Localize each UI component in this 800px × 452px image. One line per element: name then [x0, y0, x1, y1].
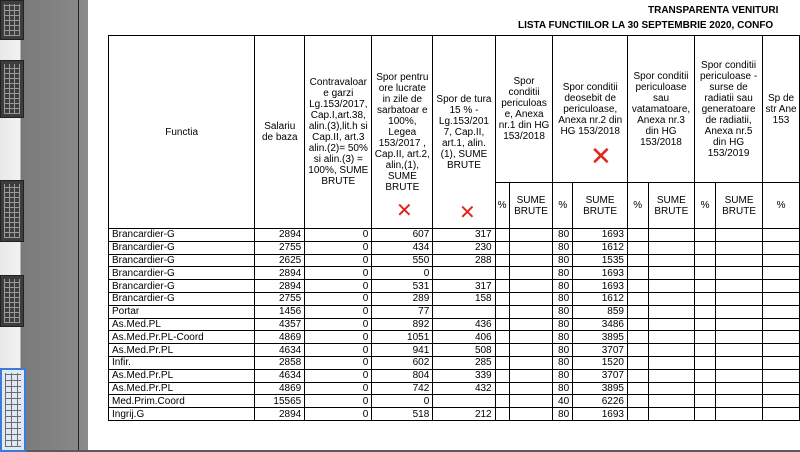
table-cell [763, 369, 800, 382]
table-cell [627, 408, 648, 421]
table-cell: Brancardier-G [109, 241, 255, 254]
table-cell: 80 [553, 267, 573, 280]
table-row [109, 356, 800, 369]
sidebar-divider[interactable] [78, 0, 79, 450]
red-x-mark: ✕ [590, 142, 612, 172]
table-cell: Portar [109, 305, 255, 318]
table-cell: 80 [553, 318, 573, 331]
document-subtitle: LISTA FUNCTIILOR LA 30 SEPTEMBRIE 2020, CONFO [518, 20, 774, 31]
table-cell: 0 [305, 241, 372, 254]
table-cell: 80 [553, 280, 573, 293]
table-cell [763, 318, 800, 331]
table-cell [695, 395, 716, 408]
table-cell [509, 280, 553, 293]
table-row [109, 395, 800, 408]
table-cell [648, 356, 695, 369]
table-cell [716, 267, 763, 280]
table-cell: 230 [433, 241, 495, 254]
table-cell: 80 [553, 344, 573, 357]
table-row [109, 241, 800, 254]
col-header-spor-ore: Spor pentru ore lucrate in zile de sarbatoar e 100%, Legea 153/2017 , Cap.II, art.2, alin,(1), SUME BRUTE [372, 36, 433, 229]
table-cell: 317 [433, 229, 495, 242]
table-cell [648, 344, 695, 357]
table-cell [763, 344, 800, 357]
sub-header-pct: % [553, 183, 573, 229]
table-cell [627, 254, 648, 267]
table-cell: Brancardier-G [109, 280, 255, 293]
table-cell: 892 [372, 318, 433, 331]
sub-header-sume: SUME BRUTE [509, 183, 553, 229]
table-cell: 4634 [255, 369, 305, 382]
table-cell [648, 395, 695, 408]
table-cell: As.Med.Pr.PL [109, 344, 255, 357]
table-cell [695, 331, 716, 344]
table-cell: 941 [372, 344, 433, 357]
table-cell: 0 [305, 292, 372, 305]
table-cell [627, 382, 648, 395]
table-cell [695, 305, 716, 318]
table-cell: 0 [305, 267, 372, 280]
table-cell: 2894 [255, 408, 305, 421]
table-cell [763, 254, 800, 267]
sub-header-sume: SUME BRUTE [573, 183, 628, 229]
table-cell: 1612 [573, 292, 628, 305]
table-cell: 0 [305, 331, 372, 344]
table-cell [695, 267, 716, 280]
table-cell: 3707 [573, 344, 628, 357]
page-thumbnail[interactable] [0, 180, 24, 242]
table-cell [495, 344, 509, 357]
table-cell: 2858 [255, 356, 305, 369]
table-cell: 4869 [255, 382, 305, 395]
table-cell: 4634 [255, 344, 305, 357]
table-cell: 434 [372, 241, 433, 254]
sub-header-sume: SUME BRUTE [648, 183, 695, 229]
table-cell [648, 305, 695, 318]
table-cell [763, 280, 800, 293]
col-header-anexa1: Spor conditii periculoas e, Anexa nr.1 din HG 153/2018 [495, 36, 553, 183]
table-cell [695, 280, 716, 293]
table-cell [763, 408, 800, 421]
table-cell: 1520 [573, 356, 628, 369]
table-cell [763, 292, 800, 305]
table-cell [716, 369, 763, 382]
table-row [109, 408, 800, 421]
table-cell [716, 356, 763, 369]
table-cell [627, 267, 648, 280]
table-cell: 804 [372, 369, 433, 382]
table-cell: 80 [553, 229, 573, 242]
table-row [109, 382, 800, 395]
table-cell: 2894 [255, 280, 305, 293]
table-cell [433, 305, 495, 318]
table-cell: Brancardier-G [109, 229, 255, 242]
table-cell [495, 229, 509, 242]
table-cell: 80 [553, 254, 573, 267]
table-row [109, 267, 800, 280]
table-cell [648, 280, 695, 293]
table-cell [495, 395, 509, 408]
table-cell: 1693 [573, 267, 628, 280]
table-cell [509, 241, 553, 254]
table-cell: 406 [433, 331, 495, 344]
table-cell [763, 229, 800, 242]
sub-header-pct: % [695, 183, 716, 229]
table-cell [627, 344, 648, 357]
table-cell [648, 331, 695, 344]
table-cell [695, 369, 716, 382]
table-cell [495, 331, 509, 344]
table-cell: 550 [372, 254, 433, 267]
page-thumbnail-selected[interactable] [0, 368, 26, 452]
table-cell: 518 [372, 408, 433, 421]
table-cell: 2625 [255, 254, 305, 267]
table-cell [695, 382, 716, 395]
table-cell: 1051 [372, 331, 433, 344]
table-cell: 3895 [573, 382, 628, 395]
sub-header-pct: % [495, 183, 509, 229]
table-cell: 3895 [573, 331, 628, 344]
table-cell [509, 229, 553, 242]
table-cell: Ingrij.G [109, 408, 255, 421]
table-cell [716, 382, 763, 395]
table-cell [648, 369, 695, 382]
table-cell [509, 408, 553, 421]
table-cell: 289 [372, 292, 433, 305]
table-row [109, 318, 800, 331]
table-cell: 0 [305, 395, 372, 408]
table-cell: 0 [305, 344, 372, 357]
table-cell [509, 267, 553, 280]
table-cell [627, 356, 648, 369]
table-cell [509, 305, 553, 318]
table-cell: 2894 [255, 229, 305, 242]
table-cell: 1456 [255, 305, 305, 318]
table-cell: 0 [305, 254, 372, 267]
table-cell [495, 292, 509, 305]
table-cell: 80 [553, 408, 573, 421]
table-cell: 80 [553, 356, 573, 369]
table-cell: 4869 [255, 331, 305, 344]
sub-header-sume: SUME BRUTE [716, 183, 763, 229]
table-cell: 1693 [573, 280, 628, 293]
table-cell [509, 318, 553, 331]
table-cell [695, 318, 716, 331]
table-cell [648, 318, 695, 331]
table-cell [509, 331, 553, 344]
table-cell: 1693 [573, 408, 628, 421]
table-cell [648, 408, 695, 421]
table-cell: 158 [433, 292, 495, 305]
table-cell [695, 229, 716, 242]
table-cell [627, 241, 648, 254]
table-cell [716, 229, 763, 242]
table-cell [495, 241, 509, 254]
table-cell [716, 241, 763, 254]
table-cell: 859 [573, 305, 628, 318]
page-thumbnail[interactable] [0, 0, 24, 40]
table-cell: 0 [305, 408, 372, 421]
table-row [109, 280, 800, 293]
table-cell: 508 [433, 344, 495, 357]
col-header-spor-tura: Spor de tura 15 % - Lg.153/201 7, Cap.II, art.1, alin.(1), SUME BRUTE [433, 36, 495, 229]
table-cell [509, 369, 553, 382]
table-cell: 212 [433, 408, 495, 421]
table-row [109, 331, 800, 344]
table-cell: 317 [433, 280, 495, 293]
table-cell: As.Med.Pr.PL-Coord [109, 331, 255, 344]
table-cell [627, 318, 648, 331]
table-cell: 0 [305, 382, 372, 395]
table-cell [627, 395, 648, 408]
table-cell [716, 408, 763, 421]
table-cell [509, 382, 553, 395]
table-cell [648, 241, 695, 254]
table-cell [695, 292, 716, 305]
table-cell [763, 395, 800, 408]
table-cell: 80 [553, 305, 573, 318]
table-cell [648, 382, 695, 395]
table-cell: 2755 [255, 241, 305, 254]
table-cell [763, 241, 800, 254]
table-cell [509, 292, 553, 305]
table-cell [716, 331, 763, 344]
table-cell [695, 254, 716, 267]
table-cell [627, 331, 648, 344]
table-cell [763, 331, 800, 344]
table-cell: 4357 [255, 318, 305, 331]
table-cell: 2755 [255, 292, 305, 305]
table-cell: 531 [372, 280, 433, 293]
table-cell [716, 344, 763, 357]
table-cell: 0 [372, 267, 433, 280]
table-row [109, 344, 800, 357]
table-cell [627, 229, 648, 242]
table-cell [495, 369, 509, 382]
table-cell: 6226 [573, 395, 628, 408]
table-cell [763, 382, 800, 395]
table-cell [433, 395, 495, 408]
table-cell: 80 [553, 331, 573, 344]
table-cell: 607 [372, 229, 433, 242]
table-cell: 602 [372, 356, 433, 369]
table-cell: 0 [305, 369, 372, 382]
table-cell: 1693 [573, 229, 628, 242]
table-row [109, 305, 800, 318]
table-cell: 0 [305, 229, 372, 242]
table-cell [495, 305, 509, 318]
table-cell: 339 [433, 369, 495, 382]
table-cell [495, 280, 509, 293]
table-cell: 0 [305, 356, 372, 369]
table-cell: 15565 [255, 395, 305, 408]
red-x-mark: ✕ [396, 198, 413, 222]
table-cell [648, 254, 695, 267]
salary-table [108, 35, 800, 421]
col-header-partial: Sp de str Ane 153 [763, 36, 800, 183]
table-cell [627, 369, 648, 382]
table-cell [495, 267, 509, 280]
table-cell [495, 318, 509, 331]
table-cell: As.Med.PL [109, 318, 255, 331]
table-cell [763, 267, 800, 280]
table-cell: 1612 [573, 241, 628, 254]
table-cell: Med.Prim.Coord [109, 395, 255, 408]
table-cell [716, 305, 763, 318]
table-cell: 0 [305, 280, 372, 293]
table-cell [495, 382, 509, 395]
table-cell [509, 356, 553, 369]
table-cell: 3707 [573, 369, 628, 382]
table-cell: 80 [553, 292, 573, 305]
table-cell [627, 280, 648, 293]
table-cell: As.Med.Pr.PL [109, 369, 255, 382]
table-cell [716, 318, 763, 331]
table-cell [648, 229, 695, 242]
table-cell [495, 408, 509, 421]
table-cell: 40 [553, 395, 573, 408]
table-cell: Infir. [109, 356, 255, 369]
table-cell: 436 [433, 318, 495, 331]
table-cell: 1535 [573, 254, 628, 267]
table-cell [695, 241, 716, 254]
table-cell: Brancardier-G [109, 267, 255, 280]
table-cell: 0 [372, 395, 433, 408]
table-cell: 288 [433, 254, 495, 267]
table-cell: 432 [433, 382, 495, 395]
table-cell [433, 267, 495, 280]
table-cell: 80 [553, 382, 573, 395]
table-cell [695, 408, 716, 421]
sub-header-pct: % [763, 183, 800, 229]
table-cell [695, 344, 716, 357]
table-cell: 285 [433, 356, 495, 369]
table-cell [716, 280, 763, 293]
table-cell [648, 292, 695, 305]
col-header-salariu: Salariu de baza [255, 36, 305, 229]
table-cell: 77 [372, 305, 433, 318]
table-cell: 3486 [573, 318, 628, 331]
table-cell [495, 254, 509, 267]
table-cell: Brancardier-G [109, 292, 255, 305]
red-x-mark: ✕ [459, 200, 476, 224]
table-cell [627, 305, 648, 318]
table-row [109, 369, 800, 382]
table-cell [763, 356, 800, 369]
col-header-anexa2: Spor conditii deosebit de periculoase, Anexa nr.2 din HG 153/2018 [553, 36, 627, 183]
page-thumbnail[interactable] [0, 275, 24, 327]
table-cell: 2894 [255, 267, 305, 280]
table-cell [716, 395, 763, 408]
col-header-contravaloare: Contravaloar e garzi Lg.153/2017, Cap.I,art.38, alin.(3),lit.h si Cap.II, art.3 alin.(2)= 50% si alin.(3) = 100%, SUME BRUTE [305, 36, 372, 229]
table-cell [509, 254, 553, 267]
table-cell [648, 267, 695, 280]
table-cell [627, 292, 648, 305]
table-row [109, 254, 800, 267]
col-header-anexa3: Spor conditii periculoase sau vatamatoare, Anexa nr.3 din HG 153/2018 [627, 36, 694, 183]
col-header-functia: Functia [109, 36, 255, 229]
table-cell: 0 [305, 318, 372, 331]
table-cell [495, 356, 509, 369]
table-row [109, 292, 800, 305]
table-row [109, 229, 800, 242]
page-thumbnail[interactable] [0, 60, 24, 118]
page-thumbnails-sidebar [0, 0, 88, 450]
table-cell: As.Med.Pr.PL [109, 382, 255, 395]
table-cell [509, 344, 553, 357]
table-cell: 0 [305, 305, 372, 318]
table-cell: 80 [553, 241, 573, 254]
table-cell [716, 254, 763, 267]
table-cell [716, 292, 763, 305]
table-cell: 80 [553, 369, 573, 382]
table-cell: Brancardier-G [109, 254, 255, 267]
table-cell [695, 356, 716, 369]
col-header-anexa5: Spor conditii periculoase - surse de radiatii sau generatoare de radiatii, Anexa nr.5 din HG 153/2019 [695, 36, 763, 183]
document-title: TRANSPARENTA VENITURI [648, 5, 779, 16]
sub-header-pct: % [627, 183, 648, 229]
document-page [88, 0, 800, 450]
table-cell [509, 395, 553, 408]
table-cell: 742 [372, 382, 433, 395]
table-cell [763, 305, 800, 318]
